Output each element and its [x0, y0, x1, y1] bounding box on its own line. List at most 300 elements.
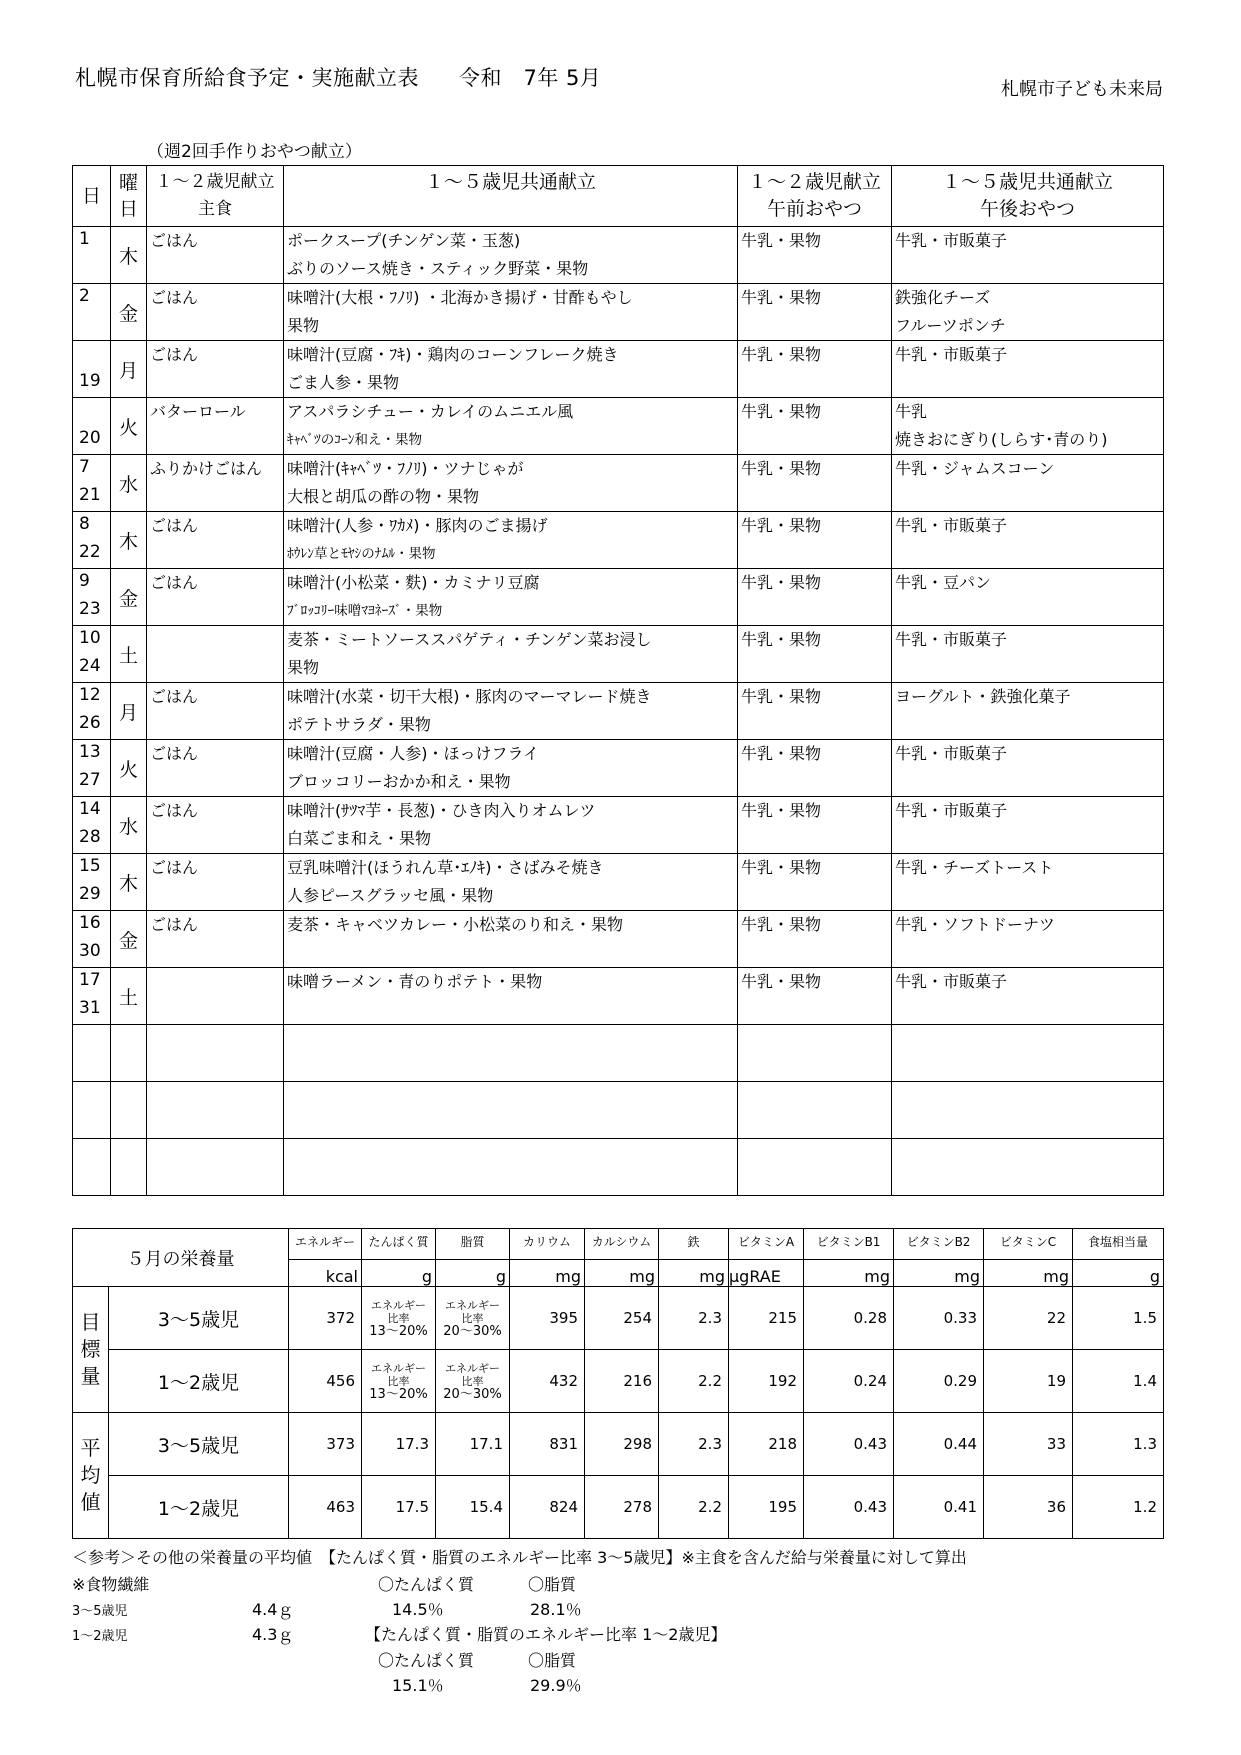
- staple-cell: [147, 911, 284, 968]
- day-number: 10: [79, 628, 101, 648]
- empty-menu-row: [73, 1139, 1164, 1196]
- day-number-second: 19: [79, 371, 101, 391]
- fat-value: 15.4: [436, 1476, 510, 1539]
- empty-cell: [111, 1025, 147, 1082]
- empty-cell: [284, 1139, 738, 1196]
- energy-value: 373: [289, 1413, 362, 1476]
- pm-snack-line-2: [895, 996, 1163, 1024]
- pm-snack-cell: [892, 341, 1164, 398]
- am-snack-cell: [738, 911, 892, 968]
- fiber-35-label: 3～5歳児: [72, 1604, 128, 1619]
- vitamin-a-value: 215: [729, 1287, 804, 1350]
- day-number-second: 31: [79, 998, 101, 1018]
- weekday-cell: 火: [111, 740, 147, 797]
- vitamin-a-value: 218: [729, 1413, 804, 1476]
- am-snack-text: 牛乳・果物: [741, 573, 822, 592]
- organization-name: 札幌市子ども未来局: [1001, 79, 1163, 100]
- fiber-label: ※食物繊維: [72, 1575, 150, 1594]
- staple-cell: [147, 854, 284, 911]
- staple-text: [150, 626, 283, 654]
- am-snack-text: 牛乳・果物: [741, 402, 822, 421]
- am-snack-text: 牛乳・果物: [741, 801, 822, 820]
- empty-cell: [892, 1082, 1164, 1139]
- menu-line-2: 大根と胡瓜の酢の物・果物: [287, 487, 480, 506]
- nutrition-title: ５月の栄養量: [73, 1229, 289, 1287]
- common-menu-cell: [284, 341, 738, 398]
- menu-line-1: 味噌汁(小松菜・麩)・カミナリ豆腐: [287, 573, 540, 592]
- day-number: 7: [79, 457, 90, 477]
- day-number: [79, 398, 110, 426]
- pm-snack-line-1: 牛乳・豆パン: [895, 573, 992, 592]
- vitamin-b2-value: 0.44: [894, 1413, 984, 1476]
- menu-row: [73, 683, 1164, 740]
- common-menu-cell: [284, 683, 738, 740]
- day-cell: [73, 398, 111, 455]
- col-name: ビタミンC: [984, 1229, 1073, 1260]
- menu-line-1: 豆乳味噌汁(ほうれん草･ｴﾉｷ)・さばみそ焼き: [287, 858, 604, 877]
- common-menu-cell: [284, 797, 738, 854]
- weekday-cell: 水: [111, 797, 147, 854]
- day-number: 9: [79, 571, 90, 591]
- empty-menu-row: [73, 1025, 1164, 1082]
- pm-snack-cell: [892, 968, 1164, 1025]
- menu-line-1: 麦茶・ミートソーススパゲティ・チンゲン菜お浸し: [287, 630, 652, 649]
- pm-snack-cell: [892, 398, 1164, 455]
- menu-line-2: 人参ピースグラッセ風・果物: [287, 886, 494, 905]
- staple-cell: [147, 626, 284, 683]
- col-unit: g: [1073, 1260, 1164, 1287]
- col-name: 鉄: [659, 1229, 729, 1260]
- day-number-second: 29: [79, 884, 101, 904]
- empty-cell: [73, 1025, 111, 1082]
- staple-cell: [147, 398, 284, 455]
- col-name: 脂質: [436, 1229, 510, 1260]
- staple-cell: [147, 455, 284, 512]
- ratio12-title: 【たんぱく質・脂質のエネルギー比率 1～2歳児】: [365, 1625, 727, 1644]
- menu-line-1: 味噌ラーメン・青のりポテト・果物: [287, 972, 543, 991]
- pm-snack-cell: [892, 284, 1164, 341]
- protein-ratio: エネルギー 比率 13～20%: [362, 1350, 436, 1413]
- pm-snack-cell: [892, 740, 1164, 797]
- staple-text: ごはん: [150, 288, 199, 307]
- day-number-second: [79, 312, 110, 340]
- iron-value: 2.3: [659, 1413, 729, 1476]
- day-number-second: [79, 255, 110, 283]
- vitamin-b1-value: 0.43: [804, 1476, 894, 1539]
- empty-cell: [738, 1139, 892, 1196]
- staple-cell: [147, 284, 284, 341]
- col-name: ビタミンA: [729, 1229, 804, 1260]
- day-number-second: 28: [79, 827, 101, 847]
- menu-row: [73, 341, 1164, 398]
- col-unit: mg: [804, 1260, 894, 1287]
- weekday-cell: 土: [111, 626, 147, 683]
- fiber-12-label: 1～2歳児: [72, 1629, 128, 1644]
- menu-row: [73, 854, 1164, 911]
- pm-snack-line-1: 牛乳・市販菓子: [895, 231, 1008, 250]
- menu-row: [73, 227, 1164, 284]
- salt-value: 1.5: [1073, 1287, 1164, 1350]
- col-name: ビタミンB2: [894, 1229, 984, 1260]
- staple-text: ごはん: [150, 744, 199, 763]
- pm-snack-line-1: 牛乳・市販菓子: [895, 630, 1008, 649]
- day-number-second: 21: [79, 485, 101, 505]
- staple-cell: [147, 797, 284, 854]
- pm-snack-line-2: フルーツポンチ: [895, 316, 1006, 335]
- menu-line-2: 果物: [287, 316, 320, 335]
- col-name: エネルギー: [289, 1229, 362, 1260]
- day-number-second: 24: [79, 656, 101, 676]
- menu-line-1: アスパラシチュー・カレイのムニエル風: [287, 402, 574, 421]
- day-number: 14: [79, 799, 101, 819]
- title-era: 令和 7年 5月: [459, 66, 602, 90]
- col-name: カルシウム: [585, 1229, 659, 1260]
- empty-cell: [147, 1139, 284, 1196]
- iron-value: 2.2: [659, 1476, 729, 1539]
- staple-text: バターロール: [150, 402, 246, 421]
- day-number: 17: [79, 970, 101, 990]
- weekday-cell: 木: [111, 512, 147, 569]
- menu-line-2: [287, 939, 737, 967]
- menu-line-1: 味噌汁(人参・ﾜｶﾒ)・豚肉のごま揚げ: [287, 516, 548, 535]
- pm-snack-cell: [892, 683, 1164, 740]
- vitamin-c-value: 36: [984, 1476, 1073, 1539]
- calcium-value: 216: [585, 1350, 659, 1413]
- energy-value: 456: [289, 1350, 362, 1413]
- protein-ratio: エネルギー 比率 13～20%: [362, 1287, 436, 1350]
- menu-line-2: 白菜ごま和え・果物: [287, 829, 432, 848]
- menu-line-1: 味噌汁(豆腐・人参)・ほっけフライ: [287, 744, 540, 763]
- day-number: 1: [79, 229, 90, 249]
- menu-line-2: ごま人参・果物: [287, 373, 400, 392]
- weekday-cell: 水: [111, 455, 147, 512]
- menu-row: [73, 398, 1164, 455]
- group-target: 目標量: [73, 1287, 109, 1413]
- pm-snack-line-2: [895, 768, 1163, 796]
- pm-snack-line-1: 牛乳: [895, 402, 928, 421]
- weekday-cell: 月: [111, 683, 147, 740]
- nutrition-row-average-35: [73, 1413, 1164, 1476]
- menu-row: [73, 512, 1164, 569]
- day-cell: [73, 569, 111, 626]
- ratio35-fat-value: 28.1％: [530, 1600, 582, 1619]
- common-menu-cell: [284, 455, 738, 512]
- day-cell: [73, 455, 111, 512]
- staple-text: ごはん: [150, 915, 199, 934]
- day-cell: [73, 911, 111, 968]
- am-snack-cell: [738, 512, 892, 569]
- header-weekday: 曜日: [111, 166, 147, 227]
- menu-row: [73, 626, 1164, 683]
- pm-snack-line-2: [895, 369, 1163, 397]
- salt-value: 1.2: [1073, 1476, 1164, 1539]
- day-number: [79, 341, 110, 369]
- menu-line-1: 味噌汁(ｷｬﾍﾞﾂ・ﾌﾉﾘ)・ツナじゃが: [287, 459, 524, 478]
- pm-snack-line-2: [895, 597, 1163, 625]
- menu-line-1: 麦茶・キャベツカレー・小松菜のり和え・果物: [287, 915, 624, 934]
- day-number: 8: [79, 514, 90, 534]
- common-menu-cell: [284, 227, 738, 284]
- weekday-cell: 木: [111, 854, 147, 911]
- day-cell: [73, 683, 111, 740]
- day-number: 15: [79, 856, 101, 876]
- potassium-value: 395: [510, 1287, 585, 1350]
- am-snack-cell: [738, 797, 892, 854]
- pm-snack-line-1: 牛乳・市販菓子: [895, 801, 1008, 820]
- am-snack-cell: [738, 683, 892, 740]
- vitamin-b2-value: 0.29: [894, 1350, 984, 1413]
- common-menu-cell: [284, 284, 738, 341]
- weekday-cell: 金: [111, 284, 147, 341]
- staple-text: [150, 968, 283, 996]
- common-menu-cell: [284, 740, 738, 797]
- am-snack-cell: [738, 626, 892, 683]
- am-snack-text: 牛乳・果物: [741, 516, 822, 535]
- empty-cell: [892, 1025, 1164, 1082]
- menu-line-2: ｷｬﾍﾞﾂのｺｰﾝ和え・果物: [287, 432, 422, 448]
- potassium-value: 432: [510, 1350, 585, 1413]
- menu-table: [72, 165, 1164, 1196]
- pm-snack-line-1: 牛乳・ジャムスコーン: [895, 459, 1055, 478]
- vitamin-c-value: 19: [984, 1350, 1073, 1413]
- menu-line-1: 味噌汁(豆腐・ﾌｷ)・鶏肉のコーンフレーク焼き: [287, 345, 619, 364]
- staple-cell: [147, 341, 284, 398]
- am-snack-text: 牛乳・果物: [741, 687, 822, 706]
- am-snack-cell: [738, 284, 892, 341]
- fat-ratio: エネルギー 比率 20～30%: [436, 1350, 510, 1413]
- header-staple: １～２歳児献立 主食: [147, 166, 284, 227]
- vitamin-b2-value: 0.33: [894, 1287, 984, 1350]
- staple-text: ごはん: [150, 687, 199, 706]
- ratio12-fat-value: 29.9％: [530, 1676, 582, 1695]
- col-unit: g: [436, 1260, 510, 1287]
- pm-snack-line-1: 牛乳・チーズトースト: [895, 858, 1054, 877]
- vitamin-b1-value: 0.43: [804, 1413, 894, 1476]
- header-am-snack: １～２歳児献立 午前おやつ: [738, 166, 892, 227]
- empty-cell: [111, 1139, 147, 1196]
- staple-cell: [147, 740, 284, 797]
- common-menu-cell: [284, 569, 738, 626]
- common-menu-cell: [284, 626, 738, 683]
- reference-heading: ＜参考＞その他の栄養量の平均値 【たんぱく質・脂質のエネルギー比率 3～5歳児】※主食を含んだ給与栄養量に対して算出: [72, 1548, 967, 1567]
- pm-snack-line-2: [895, 882, 1163, 910]
- col-unit: mg: [984, 1260, 1073, 1287]
- staple-cell: [147, 227, 284, 284]
- staple-text: ふりかけごはん: [150, 459, 263, 478]
- fat-ratio: エネルギー 比率 20～30%: [436, 1287, 510, 1350]
- col-unit: mg: [510, 1260, 585, 1287]
- iron-value: 2.3: [659, 1287, 729, 1350]
- fiber-35-value: 4.4ｇ: [252, 1600, 294, 1619]
- menu-row: [73, 569, 1164, 626]
- weekday-cell: 土: [111, 968, 147, 1025]
- vitamin-b1-value: 0.28: [804, 1287, 894, 1350]
- calcium-value: 254: [585, 1287, 659, 1350]
- menu-line-2: ポテトサラダ・果物: [287, 715, 431, 734]
- am-snack-text: 牛乳・果物: [741, 744, 822, 763]
- common-menu-cell: [284, 968, 738, 1025]
- day-cell: [73, 740, 111, 797]
- staple-text: ごはん: [150, 345, 199, 364]
- pm-snack-line-1: ヨーグルト・鉄強化菓子: [895, 687, 1071, 706]
- day-number: 2: [79, 286, 90, 306]
- pm-snack-cell: [892, 626, 1164, 683]
- common-menu-cell: [284, 398, 738, 455]
- vitamin-c-value: 22: [984, 1287, 1073, 1350]
- empty-cell: [73, 1139, 111, 1196]
- menu-line-1: ポークスープ(チンゲン菜・玉葱): [287, 231, 521, 250]
- potassium-value: 824: [510, 1476, 585, 1539]
- day-number-second: 23: [79, 599, 101, 619]
- vitamin-b2-value: 0.41: [894, 1476, 984, 1539]
- salt-value: 1.4: [1073, 1350, 1164, 1413]
- staple-cell: [147, 968, 284, 1025]
- vitamin-c-value: 33: [984, 1413, 1073, 1476]
- am-snack-cell: [738, 227, 892, 284]
- am-snack-text: 牛乳・果物: [741, 288, 822, 307]
- am-snack-text: 牛乳・果物: [741, 915, 822, 934]
- header-common-menu: １～５歳児共通献立: [284, 166, 738, 227]
- day-number-second: 20: [79, 428, 101, 448]
- col-name: ビタミンB1: [804, 1229, 894, 1260]
- am-snack-text: 牛乳・果物: [741, 972, 822, 991]
- day-cell: [73, 284, 111, 341]
- staple-cell: [147, 569, 284, 626]
- age-label: 3～5歳児: [109, 1287, 289, 1350]
- title-text: 札幌市保育所給食予定・実施献立表: [75, 66, 419, 90]
- day-cell: [73, 854, 111, 911]
- ratio12-protein-value: 15.1％: [392, 1676, 444, 1695]
- day-number-second: 22: [79, 542, 101, 562]
- col-unit: mg: [585, 1260, 659, 1287]
- nutrition-row-target-35: [73, 1287, 1164, 1350]
- pm-snack-cell: [892, 227, 1164, 284]
- am-snack-cell: [738, 569, 892, 626]
- protein-value: 17.3: [362, 1413, 436, 1476]
- col-unit: mg: [894, 1260, 984, 1287]
- pm-snack-cell: [892, 455, 1164, 512]
- menu-line-2: ぶりのソース焼き・スティック野菜・果物: [287, 259, 589, 278]
- common-menu-cell: [284, 512, 738, 569]
- ratio12-protein-label: 〇たんぱく質: [378, 1651, 475, 1670]
- pm-snack-line-2: 焼きおにぎり(しらす･青のり): [895, 430, 1108, 449]
- day-cell: [73, 227, 111, 284]
- staple-text: ごはん: [150, 573, 199, 592]
- age-label: 1～2歳児: [109, 1350, 289, 1413]
- menu-row: [73, 284, 1164, 341]
- staple-text: ごはん: [150, 801, 199, 820]
- am-snack-text: 牛乳・果物: [741, 345, 822, 364]
- common-menu-cell: [284, 854, 738, 911]
- pm-snack-line-2: [895, 483, 1163, 511]
- calcium-value: 298: [585, 1413, 659, 1476]
- empty-cell: [738, 1025, 892, 1082]
- staple-cell: [147, 683, 284, 740]
- am-snack-cell: [738, 341, 892, 398]
- day-number-second: 30: [79, 941, 101, 961]
- calcium-value: 278: [585, 1476, 659, 1539]
- empty-cell: [147, 1025, 284, 1082]
- staple-cell: [147, 512, 284, 569]
- fiber-12-value: 4.3ｇ: [252, 1625, 294, 1644]
- col-unit: g: [362, 1260, 436, 1287]
- staple-text: ごはん: [150, 858, 199, 877]
- day-number: 16: [79, 913, 101, 933]
- day-number-second: 27: [79, 770, 101, 790]
- nutrition-row-target-12: [73, 1350, 1164, 1413]
- ratio35-fat-label: 〇脂質: [528, 1575, 577, 1594]
- am-snack-text: 牛乳・果物: [741, 858, 822, 877]
- pm-snack-line-1: 牛乳・市販菓子: [895, 744, 1008, 763]
- day-cell: [73, 341, 111, 398]
- col-unit: mg: [659, 1260, 729, 1287]
- col-unit: kcal: [289, 1260, 362, 1287]
- age-label: 3～5歳児: [109, 1413, 289, 1476]
- am-snack-text: 牛乳・果物: [741, 630, 822, 649]
- col-name: カリウム: [510, 1229, 585, 1260]
- empty-cell: [738, 1082, 892, 1139]
- am-snack-cell: [738, 854, 892, 911]
- pm-snack-cell: [892, 854, 1164, 911]
- header-day: 日: [73, 166, 111, 227]
- am-snack-text: 牛乳・果物: [741, 231, 822, 250]
- day-cell: [73, 512, 111, 569]
- empty-cell: [284, 1082, 738, 1139]
- salt-value: 1.3: [1073, 1413, 1164, 1476]
- menu-row: [73, 455, 1164, 512]
- fat-value: 17.1: [436, 1413, 510, 1476]
- menu-line-2: ﾎｳﾚﾝ草とﾓﾔｼのﾅﾑﾙ・果物: [287, 546, 436, 562]
- menu-note: （週2回手作りおやつ献立）: [147, 142, 362, 162]
- vitamin-a-value: 195: [729, 1476, 804, 1539]
- menu-row: [73, 911, 1164, 968]
- col-name: 食塩相当量: [1073, 1229, 1164, 1260]
- empty-cell: [147, 1082, 284, 1139]
- common-menu-cell: [284, 911, 738, 968]
- empty-cell: [892, 1139, 1164, 1196]
- day-cell: [73, 797, 111, 854]
- menu-line-1: 味噌汁(ｻﾂﾏ芋・長葱)・ひき肉入りオムレツ: [287, 801, 596, 820]
- pm-snack-line-1: 牛乳・市販菓子: [895, 345, 1008, 364]
- empty-cell: [73, 1082, 111, 1139]
- pm-snack-line-1: 牛乳・市販菓子: [895, 972, 1008, 991]
- group-average: 平均値: [73, 1413, 109, 1539]
- day-cell: [73, 968, 111, 1025]
- weekday-cell: 月: [111, 341, 147, 398]
- am-snack-text: 牛乳・果物: [741, 459, 822, 478]
- pm-snack-line-1: 鉄強化チーズ: [895, 288, 991, 307]
- weekday-cell: 木: [111, 227, 147, 284]
- ratio12-fat-label: 〇脂質: [528, 1651, 577, 1670]
- menu-header-row: [73, 166, 1164, 227]
- menu-row: [73, 797, 1164, 854]
- menu-line-2: ブロッコリーおかか和え・果物: [287, 772, 511, 791]
- nutrition-row-average-12: [73, 1476, 1164, 1539]
- pm-snack-line-2: [895, 654, 1163, 682]
- energy-value: 463: [289, 1476, 362, 1539]
- pm-snack-line-2: [895, 825, 1163, 853]
- potassium-value: 831: [510, 1413, 585, 1476]
- pm-snack-line-1: 牛乳・ソフトドーナツ: [895, 915, 1055, 934]
- staple-text: ごはん: [150, 516, 199, 535]
- pm-snack-cell: [892, 569, 1164, 626]
- vitamin-b1-value: 0.24: [804, 1350, 894, 1413]
- pm-snack-line-2: [895, 711, 1163, 739]
- iron-value: 2.2: [659, 1350, 729, 1413]
- nutrition-table: [72, 1228, 1164, 1539]
- pm-snack-line-1: 牛乳・市販菓子: [895, 516, 1008, 535]
- menu-row: [73, 740, 1164, 797]
